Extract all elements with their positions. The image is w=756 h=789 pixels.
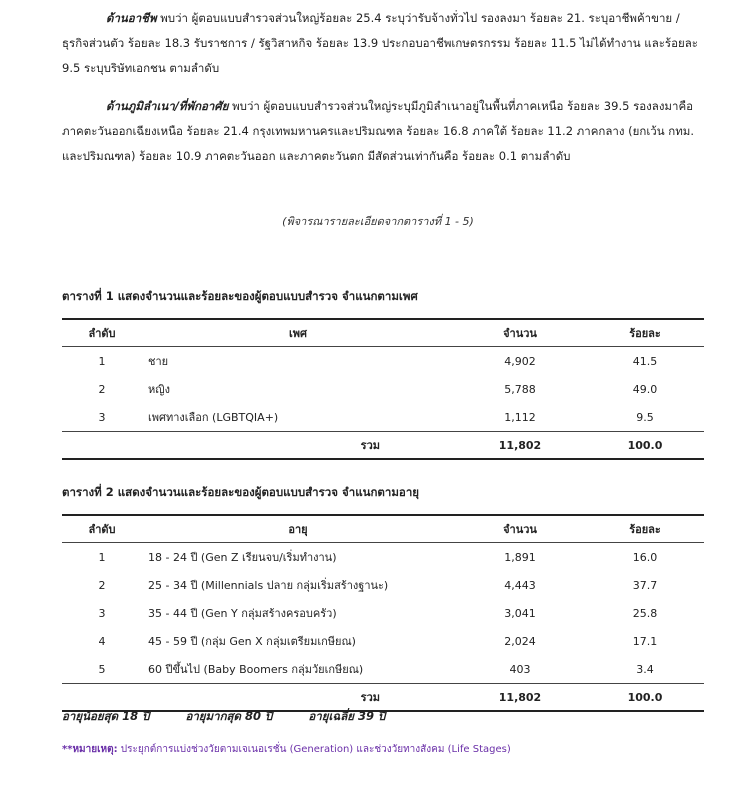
age-table [62,514,704,712]
row-percent: 3.4 [636,662,654,676]
occupation-paragraph [62,6,702,81]
total-row [62,684,704,712]
row-no: 4 [98,634,106,648]
row-count: 5,788 [504,382,536,396]
row-count: 403 [509,662,531,676]
row-no: 1 [98,354,106,368]
table-header-row [62,515,704,543]
row-category: 25 - 34 ปี (Millennials ปลาย กลุ่มเริ่มสร้างฐานะ) [148,579,389,592]
age-min: อายุน้อยสุด 18 ปี [62,709,150,723]
row-no: 2 [98,382,106,396]
header-percent: ร้อยละ [586,515,704,543]
occupation-lead: ด้านอาชีพ [106,11,157,25]
header-category: อายุ [142,515,454,543]
footnote-text: ประยุกต์การแบ่งช่วงวัยตามเจเนอเรชั่น (Generation) และช่วงวัยทางสังคม (Life Stages) [117,744,511,755]
total-count: 11,802 [454,684,586,712]
row-count: 4,902 [504,354,536,368]
total-percent: 100.0 [586,432,704,460]
table-reference-note: (พิจารณารายละเอียดจากตารางที่ 1 - 5) [282,215,474,228]
row-percent: 25.8 [632,606,658,620]
table-row [62,375,704,403]
row-no: 2 [98,578,106,592]
row-category: 45 - 59 ปี (กลุ่ม Gen X กลุ่มเตรียมเกษียณ) [148,635,356,648]
row-percent: 16.0 [632,550,658,564]
row-percent: 49.0 [632,382,658,396]
table-row [62,403,704,432]
total-row [62,432,704,460]
row-percent: 9.5 [636,410,654,424]
domicile-lead: ด้านภูมิลำเนา/ที่พักอาศัย [106,99,229,113]
occupation-text: พบว่า ผู้ตอบแบบสำรวจส่วนใหญ่ร้อยละ 25.4 ระบุว่ารับจ้างทั่วไป รองลงมา ร้อยละ 21. ระบุอาชีพค้าขาย / ธุรกิจส่วนตัว ร้อยละ 18.3 รับราชการ / รัฐวิสาหกิจ ร้อยละ 13.9 ประกอบอาชีพเกษตรกรรม ร้อยละ 11.5 ไม่ได้ทำงาน และร้อยละ 9.5 ระบุบริษัทเอกชน ตามลำดับ [62,11,698,75]
row-count: 1,112 [504,410,536,424]
table-row [62,627,704,655]
age-summary [62,708,417,726]
age-max: อายุมากสุด 80 ปี [185,709,273,723]
table2-caption: ตารางที่ 2 แสดงจำนวนและร้อยละของผู้ตอบแบบสำรวจ จำแนกตามอายุ [62,485,420,499]
header-category: เพศ [142,319,454,347]
table-row [62,543,704,572]
row-percent: 37.7 [632,578,658,592]
row-no: 3 [98,606,106,620]
row-category: ชาย [148,355,169,368]
row-category: 35 - 44 ปี (Gen Y กลุ่มสร้างครอบครัว) [148,607,337,620]
header-percent: ร้อยละ [586,319,704,347]
row-percent: 41.5 [632,354,658,368]
total-count: 11,802 [454,432,586,460]
row-no: 3 [98,410,106,424]
age-mean: อายุเฉลี่ย 39 ปี [308,709,386,723]
row-no: 1 [98,550,106,564]
total-label: รวม [62,432,454,460]
total-label: รวม [62,684,454,712]
table1-caption: ตารางที่ 1 แสดงจำนวนและร้อยละของผู้ตอบแบบสำรวจ จำแนกตามเพศ [62,289,418,303]
table-row [62,599,704,627]
table-row [62,571,704,599]
domicile-text: พบว่า ผู้ตอบแบบสำรวจส่วนใหญ่ระบุมีภูมิลำเนาอยู่ในพื้นที่ภาคเหนือ ร้อยละ 39.5 รองลงมาคือ ภาคตะวันออกเฉียงเหนือ ร้อยละ 21.4 กรุงเทพมหานครและปริมณฑล ร้อยละ 16.8 ภาคใต้ ร้อยละ 11.2 ภาคกลาง (ยกเว้น กทม. และปริมณฑล) ร้อยละ 10.9 ภาคตะวันออก และภาคตะวันตก มีสัดส่วนเท่ากันคือ ร้อยละ 0.1 ตามลำดับ [62,99,695,163]
row-category: 60 ปีขึ้นไป (Baby Boomers กลุ่มวัยเกษียณ) [148,663,364,676]
table-header-row [62,319,704,347]
table-row [62,655,704,684]
footnote [62,742,511,757]
row-category: เพศทางเลือก (LGBTQIA+) [148,411,279,424]
row-percent: 17.1 [632,634,658,648]
total-percent: 100.0 [586,684,704,712]
header-no: ลำดับ [62,515,142,543]
gender-table [62,318,704,460]
table-row [62,347,704,376]
header-no: ลำดับ [62,319,142,347]
row-count: 4,443 [504,578,536,592]
footnote-label: **หมายเหตุ: [62,744,118,755]
row-category: 18 - 24 ปี (Gen Z เรียนจบ/เริ่มทำงาน) [148,551,337,564]
row-count: 2,024 [504,634,536,648]
header-count: จำนวน [454,319,586,347]
header-count: จำนวน [454,515,586,543]
row-category: หญิง [148,383,170,396]
row-count: 3,041 [504,606,536,620]
row-count: 1,891 [504,550,536,564]
domicile-paragraph [62,94,702,169]
row-no: 5 [98,662,106,676]
